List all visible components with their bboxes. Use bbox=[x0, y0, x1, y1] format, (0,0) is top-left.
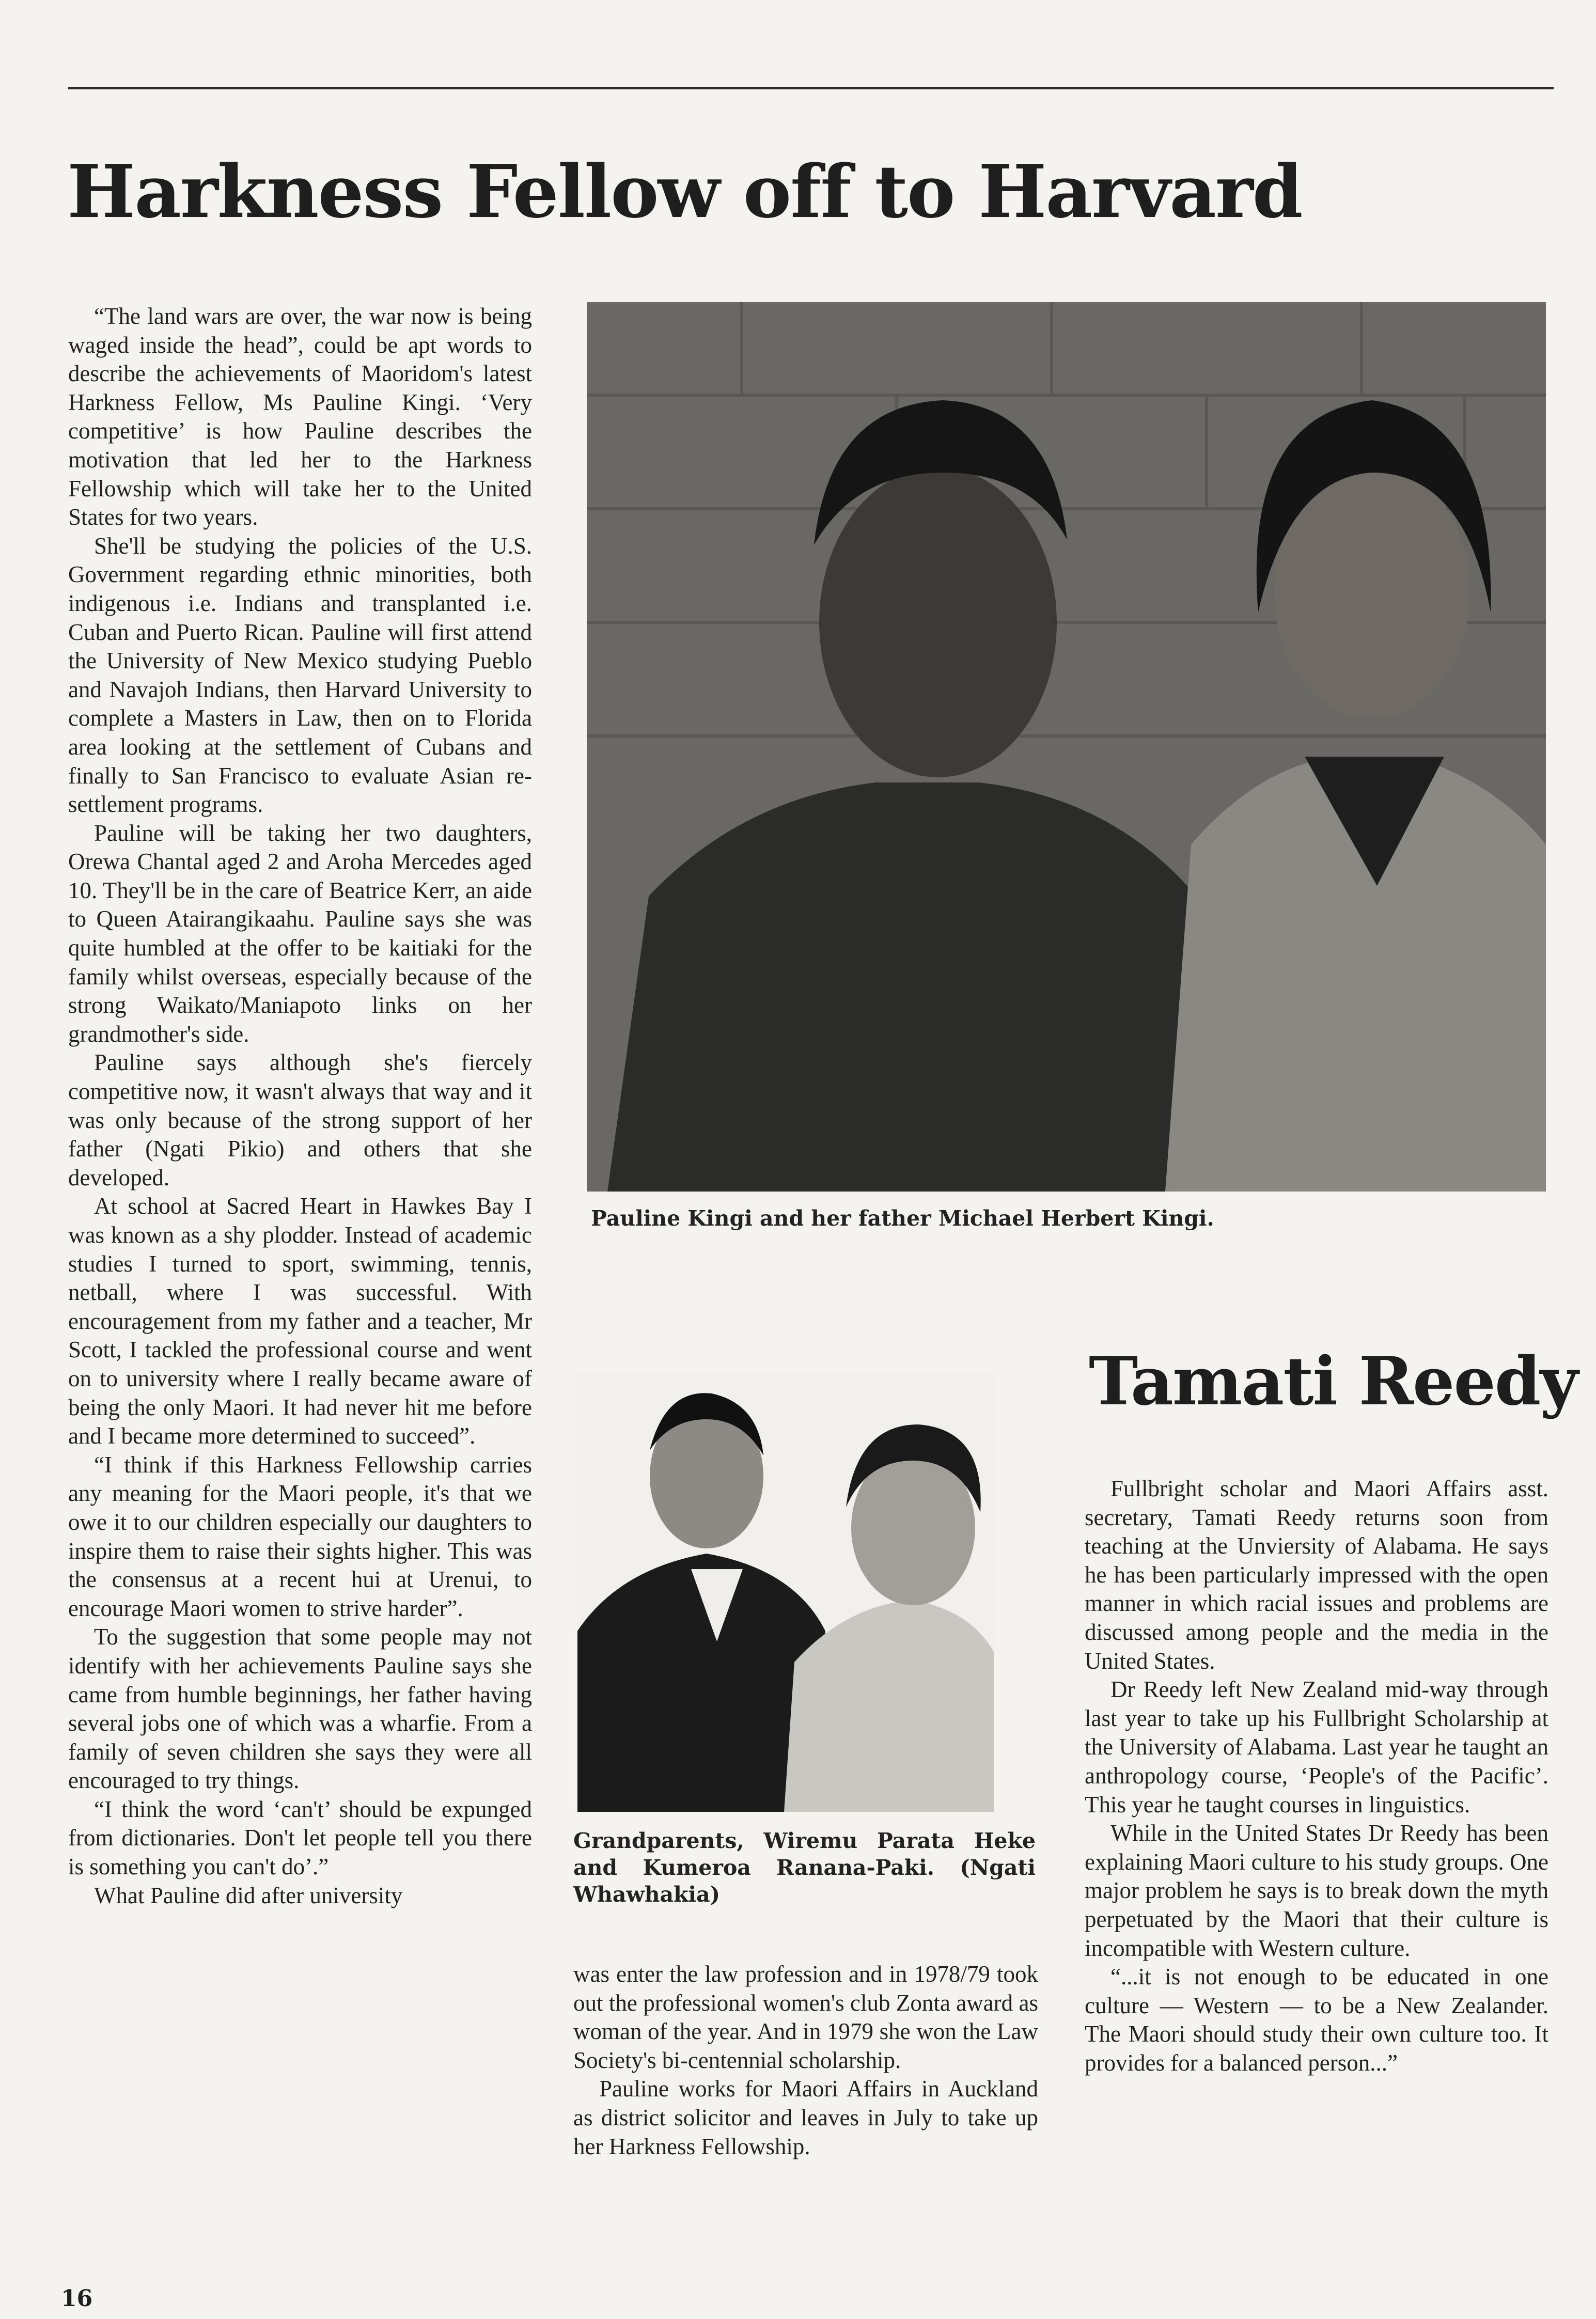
photo-grandparents bbox=[577, 1373, 994, 1812]
page-number: 16 bbox=[61, 2285, 93, 2312]
article-paragraph: She'll be studying the policies of the U.S. Government regarding ethnic minorities, both indigenous i.e. Indians and transplanted i.e. Cuban and Puerto Rican. Pauline will first attend the University of New Mexico studying Pueblo and Navajoh Indians, then Harvard University to complete a Masters in Law, then on to Florida area looking at the settlement of Cubans and finally to San Francisco to evaluate Asian re-settlement programs. bbox=[68, 532, 532, 818]
page-title: Harkness Fellow off to Harvard bbox=[67, 150, 1302, 234]
article-paragraph: What Pauline did after university bbox=[94, 1882, 403, 1908]
article-paragraph: “...it is not enough to be educated in one culture — Western — to be a New Zealander. The Maori should study their own culture too. It provides for a balanced person...” bbox=[1085, 1964, 1548, 2076]
photo-pauline-and-father bbox=[587, 302, 1546, 1192]
top-rule bbox=[68, 87, 1554, 89]
article-paragraph: Pauline will be taking her two daughters, Orewa Chantal aged 2 and Aroha Mercedes aged 10. They'll be in the care of Beatrice Kerr, an aide to Queen Atairangikaahu. Pauline says she was quite humbled at the offer to be kaitiaki for the family whilst overseas, especially because of the strong Waikato/Maniapoto links on her grandmother's side. bbox=[68, 820, 532, 1047]
article-paragraph: was enter the law profession and in 1978/79 took out the professional women's club Zonta award as woman of the year. And in 1979 she won the Law Society's bi-centennial scholarship. bbox=[573, 1961, 1038, 2073]
grandparents-photo-icon bbox=[577, 1373, 994, 1812]
article-paragraph: To the suggestion that some people may not identify with her achievements Pauline says she came from humble beginnings, her father having several jobs one of which was a wharfie. From a family of seven children she says they were all encouraged to try things. bbox=[68, 1624, 532, 1794]
article-paragraph: “I think the word ‘can't’ should be expunged from dictionaries. Don't let people tell you there is something you can't do’.” bbox=[68, 1796, 532, 1880]
article-paragraph: Pauline says although she's fiercely competitive now, it wasn't always that way and it was only because of the strong support of her father (Ngati Pikio) and others that she developed. bbox=[68, 1049, 532, 1190]
article-paragraph: Pauline works for Maori Affairs in Auckland as district solicitor and leaves in July to take up her Harkness Fellowship. bbox=[573, 2076, 1038, 2159]
article-paragraph: “I think if this Harkness Fellowship carries any meaning for the Maori people, it's that we owe it to our children especially our daughters to inspire them to raise their sights higher. This was the consensus at a recent hui at Urenui, to encourage Maori women to strive harder”. bbox=[68, 1451, 532, 1621]
article-paragraph: Fullbright scholar and Maori Affairs asst. secretary, Tamati Reedy returns soon from teaching at the Unviersity of Alabama. He says he has been particularly impressed with the open manner in which racial issues and problems are discussed among people and the media in the United States. bbox=[1085, 1476, 1548, 1674]
article-paragraph: While in the United States Dr Reedy has been explaining Maori culture to his study groups. One major problem he says is to break down the myth perpetuated by the Maori that their culture is incompatible with Western culture. bbox=[1085, 1820, 1548, 1961]
article-column-2 bbox=[573, 1960, 1038, 2254]
article-column-1 bbox=[68, 302, 532, 2252]
article-paragraph: At school at Sacred Heart in Hawkes Bay I was known as a shy plodder. Instead of academic studies I turned to sport, swimming, tennis, netball, where I was successful. With encouragement from my father and a teacher, Mr Scott, I tackled the professional course and went on to university where I really became aware of being the only Maori. It had never hit me before and I became more determined to succeed”. bbox=[68, 1193, 532, 1449]
article-column-3 bbox=[1085, 1475, 1548, 2254]
photo2-caption: Grandparents, Wiremu Parata Heke and Kumeroa Ranana-Paki. (Ngati Whawhakia) bbox=[573, 1828, 1036, 1907]
article-paragraph: “The land wars are over, the war now is being waged inside the head”, could be apt words to describe the achievements of Maoridom's latest Harkness Fellow, Ms Pauline Kingi. ‘Very competitive’ is how Pauline describes the motivation that led her to the Harkness Fellowship which will take her to the United States for two years. bbox=[68, 303, 532, 530]
section-title-tamati-reedy: Tamati Reedy bbox=[1089, 1343, 1577, 1420]
photo1-caption: Pauline Kingi and her father Michael Herbert Kingi. bbox=[591, 1206, 1214, 1231]
portrait-photo-icon bbox=[587, 302, 1546, 1192]
article-paragraph: Dr Reedy left New Zealand mid-way through last year to take up his Fullbright Scholarship at the University of Alabama. Last year he taught an anthropology course, ‘People's of the Pacific’. This year he taught courses in linguistics. bbox=[1085, 1676, 1548, 1817]
